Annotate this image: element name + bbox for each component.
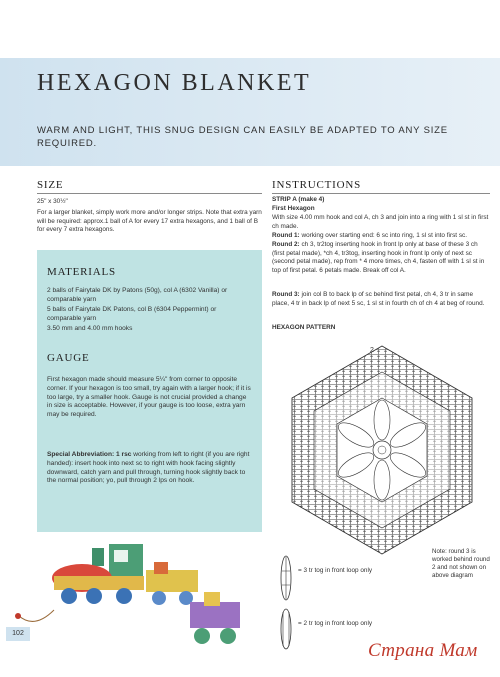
tr2tog-symbol <box>278 606 294 652</box>
watermark: Страна Мам <box>368 640 478 661</box>
materials-item-1: 2 balls of Fairytale DK by Patons (50g), col A (6302 Vanilla) or comparable yarn <box>47 287 228 303</box>
train-engine <box>52 544 144 604</box>
size-dimensions: 25" x 30½" <box>37 198 68 205</box>
round-2-text: ch 3, tr2tog inserting hook in front lp only at base of these 3 ch (first petal made), *ch 4, tr3tog, inserting hook in front lp only of next sc (second petal made), rep from * 4 more times, ch 4, fasten off with 1 sl st in top of first petal. 6 petals made. Break off col A. <box>272 241 485 274</box>
size-note: For a larger blanket, simply work more and/or longer strips. Note that extra yarn will be required: approx.1 ball of A for every 17 extra hexagons, and 1 ball of B for every 7 extra hexagons. <box>37 209 262 234</box>
round-1-label: Round 1: <box>272 232 300 239</box>
pull-bead <box>15 613 21 619</box>
train-car-1 <box>146 562 198 605</box>
legend-tr3tog: = 3 tr tog in front loop only <box>298 567 373 574</box>
instructions-heading: INSTRUCTIONS <box>272 179 362 191</box>
start-mark: 2 <box>370 347 374 354</box>
page-number: 102 <box>6 627 30 641</box>
round-1-text: working over starting end: 6 sc into ring, 1 sl st into first sc. <box>299 232 467 239</box>
gauge-text: First hexagon made should measure 5¼" from corner to opposite corner. If your hexagon is too small, try again with a larger hook; if it is too large, try a smaller hook. Gauge is not crucial provided a change in size is acceptable. However, if your gauge is too loose, extra yarn may be required. <box>47 376 251 419</box>
train-car-2 <box>190 592 240 644</box>
center-ring <box>373 441 391 459</box>
special-abbreviation-label: Special Abbreviation: 1 rsc <box>47 451 132 458</box>
materials-heading: MATERIALS <box>47 266 116 278</box>
special-abbreviation-text: working from left to right (if you are right handed): insert hook into next sc to right with hook facing slightly downward, catch yarn and pull through, turning hook slightly back to the normal position; yo, pull through 2 lps on hook. <box>47 451 250 485</box>
tr3tog-symbol <box>278 553 294 603</box>
page-title: HEXAGON BLANKET <box>37 70 312 96</box>
round-2 <box>272 241 490 275</box>
size-heading: SIZE <box>37 179 64 191</box>
materials-item-2: 5 balls of Fairytale DK Patons, col B (6304 Peppermint) or comparable yarn <box>47 306 217 322</box>
materials-item-3: 3.50 mm and 4.00 mm hooks <box>47 325 133 332</box>
hexagon-pattern-diagram <box>272 340 492 560</box>
diagram-note: Note: round 3 is worked behind round 2 and not shown on above diagram <box>432 548 490 579</box>
instructions-intro: With size 4.00 mm hook and col A, ch 3 and join into a ring with 1 sl st in first ch made. <box>272 214 489 230</box>
round-3-text: join col B to back lp of sc behind first petal, ch 4, 3 tr in same place, 4 tr in back lp of next 5 sc, 1 sl st in fourth ch of ch 4 at beg of round. <box>272 291 485 307</box>
toy-train-illustration <box>14 540 260 655</box>
special-abbreviation <box>47 451 252 486</box>
strip-heading: STRIP A (make 4) <box>272 196 325 203</box>
pattern-heading: HEXAGON PATTERN <box>272 324 336 331</box>
materials-box <box>37 250 262 532</box>
size-rule <box>37 193 262 194</box>
pull-string <box>18 610 54 621</box>
round-3-label: Round 3: <box>272 291 300 298</box>
round-3 <box>272 291 490 308</box>
instructions-rule <box>272 193 490 194</box>
legend-tr2tog: = 2 tr tog in front loop only <box>298 620 373 627</box>
intro-text: WARM AND LIGHT, THIS SNUG DESIGN CAN EASILY BE ADAPTED TO ANY SIZE REQUIRED. <box>37 125 448 149</box>
hexagon-rings <box>292 346 472 554</box>
round-1 <box>272 232 490 241</box>
first-hexagon-heading: First Hexagon <box>272 205 315 212</box>
round-2-label: Round 2: <box>272 241 300 248</box>
gauge-heading: GAUGE <box>47 352 90 364</box>
